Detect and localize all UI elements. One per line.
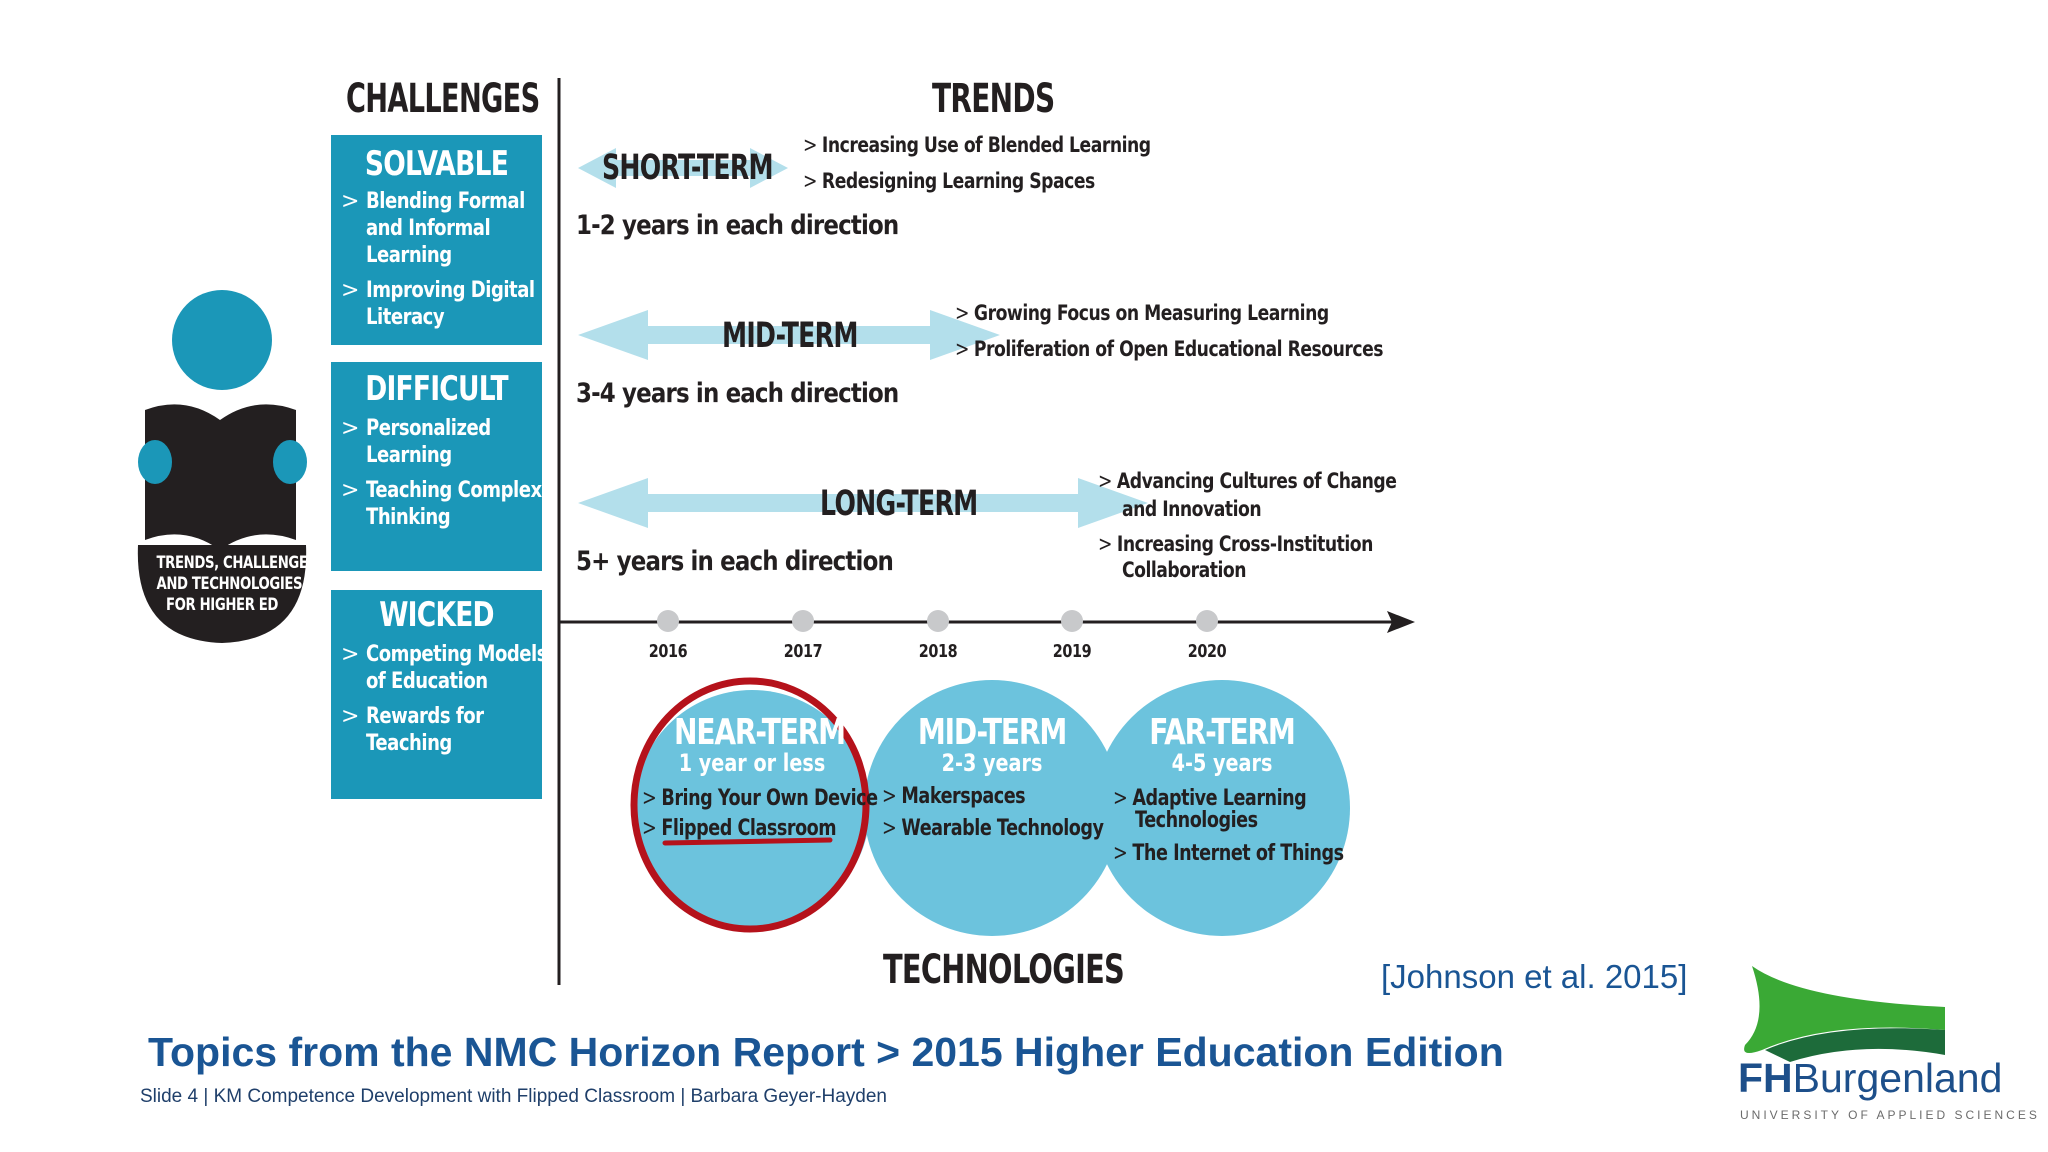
year-label: 2017 bbox=[783, 641, 823, 662]
short-term-label: SHORT-TERM bbox=[602, 148, 773, 188]
trend-item: > Redesigning Learning Spaces bbox=[803, 169, 1095, 193]
challenge-item bbox=[331, 277, 542, 331]
technology-item-continued: Technologies bbox=[1135, 808, 1258, 833]
near-term-title: NEAR-TERM bbox=[674, 712, 845, 753]
challenges-heading: CHALLENGES bbox=[346, 76, 540, 122]
trend-item: > Increasing Cross-Institution bbox=[1098, 532, 1373, 556]
far-term-subtitle: 4-5 years bbox=[1171, 749, 1273, 777]
far-term-header bbox=[1122, 712, 1322, 777]
mid-term-tech-subtitle: 2-3 years bbox=[941, 749, 1043, 777]
far-term-title: FAR-TERM bbox=[1149, 712, 1295, 753]
technology-item: > Wearable Technology bbox=[882, 816, 1104, 841]
timeline-dot-2017 bbox=[792, 610, 814, 632]
mid-term-label: MID-TERM bbox=[722, 316, 858, 356]
trend-item: > Proliferation of Open Educational Resources bbox=[955, 337, 1383, 361]
technology-item: > The Internet of Things bbox=[1113, 841, 1344, 866]
challenge-item-line: Teaching Complex bbox=[366, 478, 542, 503]
challenge-item-line: Personalized bbox=[366, 416, 491, 441]
challenge-item-line: Competing Models bbox=[366, 642, 547, 667]
challenge-item bbox=[331, 703, 542, 757]
trend-item: > Advancing Cultures of Change bbox=[1098, 469, 1396, 493]
mid-term-tech-header bbox=[892, 712, 1092, 777]
long-term-label: LONG-TERM bbox=[820, 484, 978, 524]
year-label: 2016 bbox=[648, 641, 688, 662]
challenge-solvable-box bbox=[331, 135, 542, 345]
challenge-wicked-title: WICKED bbox=[379, 595, 494, 635]
near-term-header bbox=[652, 712, 852, 777]
fh-burgenland-logo bbox=[1738, 1055, 2002, 1102]
year-label: 2019 bbox=[1052, 641, 1092, 662]
timeline-dot-2020 bbox=[1196, 610, 1218, 632]
timeline-dot-2019 bbox=[1061, 610, 1083, 632]
timeline-dot-2016 bbox=[657, 610, 679, 632]
challenge-item-line: of Education bbox=[366, 669, 488, 694]
trend-item-continued: Collaboration bbox=[1122, 558, 1246, 582]
technology-item: > Bring Your Own Device bbox=[642, 786, 878, 811]
citation: [Johnson et al. 2015] bbox=[1381, 958, 1688, 995]
figure-badge-text bbox=[138, 553, 322, 616]
trend-item: > Growing Focus on Measuring Learning bbox=[955, 301, 1329, 325]
technology-item: > Makerspaces bbox=[882, 784, 1025, 809]
mid-term-tech-title: MID-TERM bbox=[917, 712, 1067, 753]
challenge-item-line: Blending Formal bbox=[366, 189, 525, 214]
challenge-difficult-box bbox=[331, 362, 542, 571]
trend-item: > Increasing Use of Blended Learning bbox=[803, 133, 1151, 157]
logo-tagline: UNIVERSITY OF APPLIED SCIENCES bbox=[1740, 1108, 2040, 1122]
challenge-item-line: Learning bbox=[366, 243, 452, 268]
badge-line-2: AND TECHNOLOGIES bbox=[156, 574, 303, 594]
person-head bbox=[172, 290, 272, 390]
challenge-item-line: and Informal bbox=[366, 216, 491, 241]
badge-line-1: TRENDS, CHALLENGES, bbox=[156, 553, 322, 573]
short-term-direction: 1-2 years in each direction bbox=[576, 210, 899, 241]
trends-heading: TRENDS bbox=[932, 76, 1055, 122]
challenge-item bbox=[331, 641, 547, 695]
challenge-item-line: Teaching bbox=[366, 731, 452, 756]
slide-title: Topics from the NMC Horizon Report > 2015 Higher Education Edition bbox=[148, 1029, 1504, 1075]
trend-item-continued: and Innovation bbox=[1122, 497, 1262, 521]
technologies-heading: TECHNOLOGIES bbox=[883, 947, 1125, 993]
challenge-item bbox=[331, 188, 542, 269]
person-hand-left bbox=[138, 440, 172, 484]
person-hand-right bbox=[273, 440, 307, 484]
logo-name-bold: FH bbox=[1738, 1055, 1793, 1101]
challenge-item-line: Literacy bbox=[366, 305, 445, 330]
challenge-item-line: Learning bbox=[366, 443, 452, 468]
mid-term-direction: 3-4 years in each direction bbox=[576, 378, 899, 409]
year-label: 2018 bbox=[918, 641, 958, 662]
technology-item-highlighted: > Flipped Classroom bbox=[642, 816, 836, 841]
long-term-direction: 5+ years in each direction bbox=[576, 546, 893, 577]
challenge-item bbox=[331, 415, 542, 469]
badge-line-3: FOR HIGHER ED bbox=[165, 595, 279, 615]
challenge-difficult-title: DIFFICULT bbox=[365, 369, 508, 409]
year-label: 2020 bbox=[1187, 641, 1227, 662]
timeline-dot-2018 bbox=[927, 610, 949, 632]
challenge-item bbox=[331, 477, 542, 531]
challenge-item-line: Improving Digital bbox=[366, 278, 535, 303]
book-icon bbox=[145, 404, 296, 550]
challenge-wicked-box bbox=[331, 590, 547, 799]
near-term-subtitle: 1 year or less bbox=[678, 749, 826, 777]
slide-info: Slide 4 | KM Competence Development with Flipped Classroom | Barbara Geyer-Hayden bbox=[140, 1086, 887, 1107]
challenge-item-line: Thinking bbox=[366, 505, 451, 530]
challenge-solvable-title: SOLVABLE bbox=[364, 144, 509, 184]
logo-name: Burgenland bbox=[1792, 1055, 2003, 1101]
technology-item: > Adaptive Learning bbox=[1113, 786, 1306, 811]
challenge-item-line: Rewards for bbox=[366, 704, 484, 729]
